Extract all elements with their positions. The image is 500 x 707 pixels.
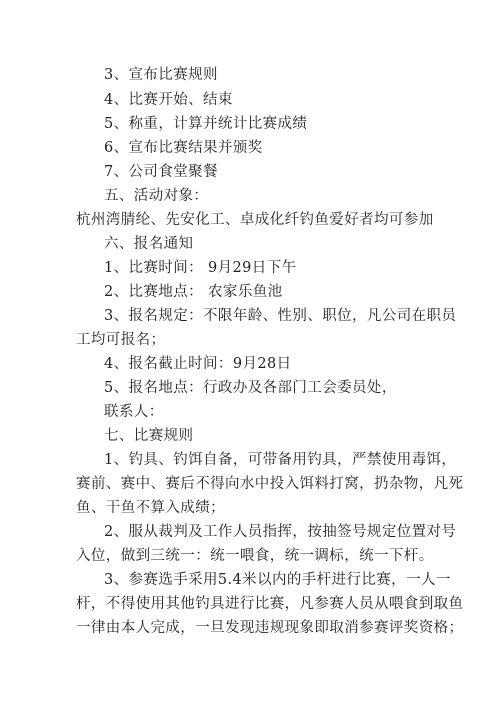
text-line: 7、公司食堂聚餐 bbox=[104, 164, 218, 180]
text-line: 3、报名规定：不限年龄、性别、职位，凡公司在职员 bbox=[104, 308, 457, 324]
text-line: 一律由本人完成，一旦发现违规现象即取消参赛评奖资格； bbox=[76, 620, 464, 636]
text-line: 1、比赛时间： 9月29日下午 bbox=[104, 260, 297, 276]
section-heading: 五、活动对象： bbox=[104, 188, 209, 204]
text-line: 杆，不得使用其他钓具进行比赛，凡参赛人员从喂食到取鱼 bbox=[76, 596, 464, 612]
text-line: 工均可报名； bbox=[76, 332, 166, 348]
text-line: 4、报名截止时间：9月28日 bbox=[104, 356, 292, 372]
text-line: 杭州湾腈纶、先安化工、卓成化纤钓鱼爱好者均可参加 bbox=[76, 212, 434, 228]
text-line: 5、报名地点：行政办及各部门工会委员处， bbox=[104, 380, 397, 396]
text-line: 入位，做到三统一：统一喂食，统一调标，统一下杆。 bbox=[76, 548, 434, 564]
text-line: 2、比赛地点： 农家乐鱼池 bbox=[104, 284, 283, 300]
text-line: 联系人： bbox=[104, 404, 164, 420]
section-heading: 七、比赛规则 bbox=[104, 428, 194, 444]
section-heading: 六、报名通知 bbox=[104, 236, 194, 252]
text-line: 2、服从裁判及工作人员指挥，按抽签号规定位置对号 bbox=[104, 524, 457, 540]
text-line: 3、宣布比赛规则 bbox=[104, 67, 218, 83]
text-line: 3、参赛选手采用5.4米以内的手杆进行比赛，一人一 bbox=[104, 572, 451, 588]
text-line: 4、比赛开始、结束 bbox=[104, 92, 233, 108]
text-line: 6、宣布比赛结果并颁奖 bbox=[104, 140, 263, 156]
text-line: 1、钓具、钓饵自备，可带备用钓具，严禁使用毒饵， bbox=[104, 452, 457, 468]
text-line: 5、称重，计算并统计比赛成绩 bbox=[104, 116, 308, 132]
text-line: 鱼、干鱼不算入成绩； bbox=[76, 500, 225, 516]
text-line: 赛前、赛中、赛后不得向水中投入饵料打窝，扔杂物，凡死 bbox=[76, 476, 464, 492]
